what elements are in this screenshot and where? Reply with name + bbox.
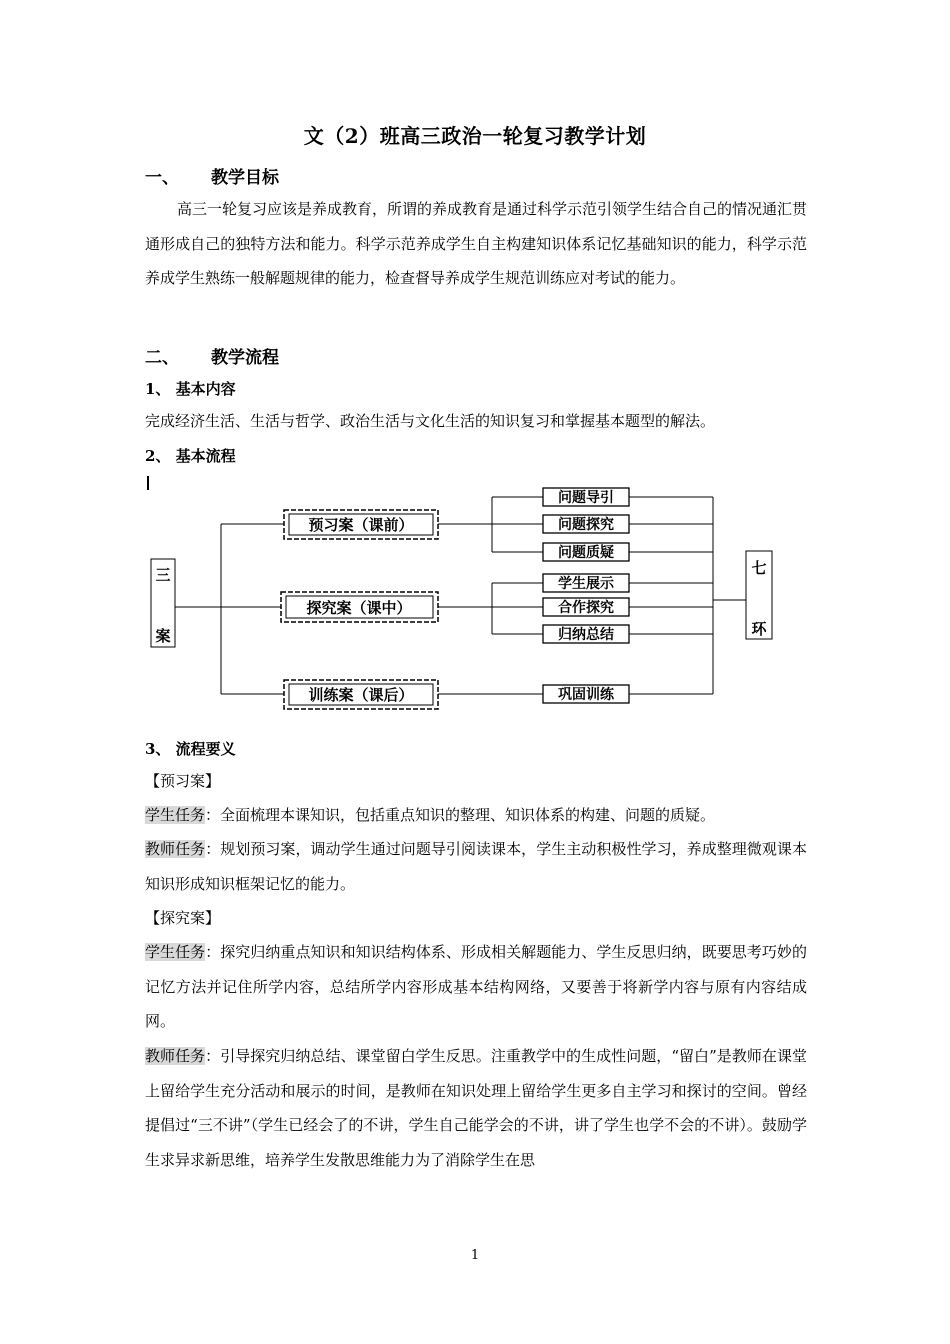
step-box [543, 488, 629, 506]
section-label: 教学目标 [211, 168, 279, 188]
left-box-top-char: 三 [155, 566, 171, 584]
case-box-explore [281, 592, 438, 622]
section-label: 教学流程 [211, 348, 279, 368]
case-label: 预习案（课前） [308, 516, 414, 534]
teacher-task-label: 教师任务 [145, 840, 206, 858]
student-task-text: ：探究归纳重点知识和知识结构体系、形成相关解题能力、学生反思归纳，既要思考巧妙的记忆方法并记住所学内容，总结所学内容形成基本结构网络，又要善于将新学内容与原有内容结成网。 [145, 943, 807, 1030]
teacher-task-label: 教师任务 [145, 1047, 206, 1065]
case-label: 探究案（课中） [306, 599, 412, 617]
explore-teacher-task [145, 1039, 807, 1177]
step-label: 问题导引 [558, 490, 614, 506]
right-box-bottom-char: 环 [751, 620, 767, 638]
step-label: 巩固训练 [558, 687, 614, 703]
student-task-label: 学生任务 [145, 806, 206, 824]
student-task-text: ：全面梳理本课知识，包括重点知识的整理、知识体系的构建、问题的质疑。 [205, 806, 716, 824]
step-box [543, 685, 629, 703]
step-label: 学生展示 [558, 576, 614, 592]
section-number: 一、 [145, 168, 179, 188]
step-box [543, 574, 629, 592]
subheading-basic-content: 1、 基本内容 [145, 380, 236, 398]
step-label: 问题质疑 [558, 545, 614, 561]
case-box-preview [284, 510, 438, 539]
explore-heading: 【探究案】 [145, 909, 221, 927]
step-box [543, 625, 629, 643]
step-label: 问题探究 [558, 517, 614, 533]
step-box [543, 598, 629, 616]
subheading-process-essentials: 3、 流程要义 [145, 740, 236, 758]
step-label: 合作探究 [558, 600, 614, 616]
teacher-task-text: ：规划预习案，调动学生通过问题导引阅读课本，学生主动积极性学习，养成整理微观课本知识形成知识框架记忆的能力。 [145, 840, 807, 893]
teacher-task-text: ：引导探究归纳总结、课堂留白学生反思。注重教学中的生成性问题，“留白”是教师在课堂上留给学生充分活动和展示的时间，是教师在知识处理上留给学生更多自主学习和探讨的空间。曾经提倡过“三不讲”（学生已经会了的不讲，学生自己能学会的不讲，讲了学生也学不会的不讲）。鼓励学生求异求新思维，培养学生发散思维能力为了消除学生在思 [145, 1047, 807, 1169]
step-box [543, 515, 629, 533]
subheading-basic-flow: 2、 基本流程 [145, 447, 236, 465]
step-label: 归纳总结 [558, 627, 614, 643]
basic-content-text: 完成经济生活、生活与哲学、政治生活与文化生活的知识复习和掌握基本题型的解法。 [145, 412, 716, 430]
left-box-bottom-char: 案 [155, 627, 171, 645]
right-box-top-char: 七 [751, 559, 767, 577]
document-title: 文（2）班高三政治一轮复习教学计划 [303, 124, 647, 148]
case-label: 训练案（课后） [308, 686, 414, 704]
case-box-training [284, 680, 438, 709]
goals-paragraph: 高三一轮复习应该是养成教育，所谓的养成教育是通过科学示范引领学生结合自己的情况通汇贯通形成自己的独特方法和能力。科学示范养成学生自主构建知识体系记忆基础知识的能力，科学示范养成学生熟练一般解题规律的能力，检查督导养成学生规范训练应对考试的能力。 [145, 200, 808, 287]
preview-teacher-task [145, 832, 807, 901]
preview-heading: 【预习案】 [145, 772, 221, 790]
student-task-label: 学生任务 [145, 943, 206, 961]
page-number: 1 [470, 1248, 480, 1263]
explore-student-task [145, 935, 807, 1039]
step-box [543, 543, 629, 561]
section-number: 二、 [145, 348, 179, 368]
preview-student-task [145, 798, 807, 833]
